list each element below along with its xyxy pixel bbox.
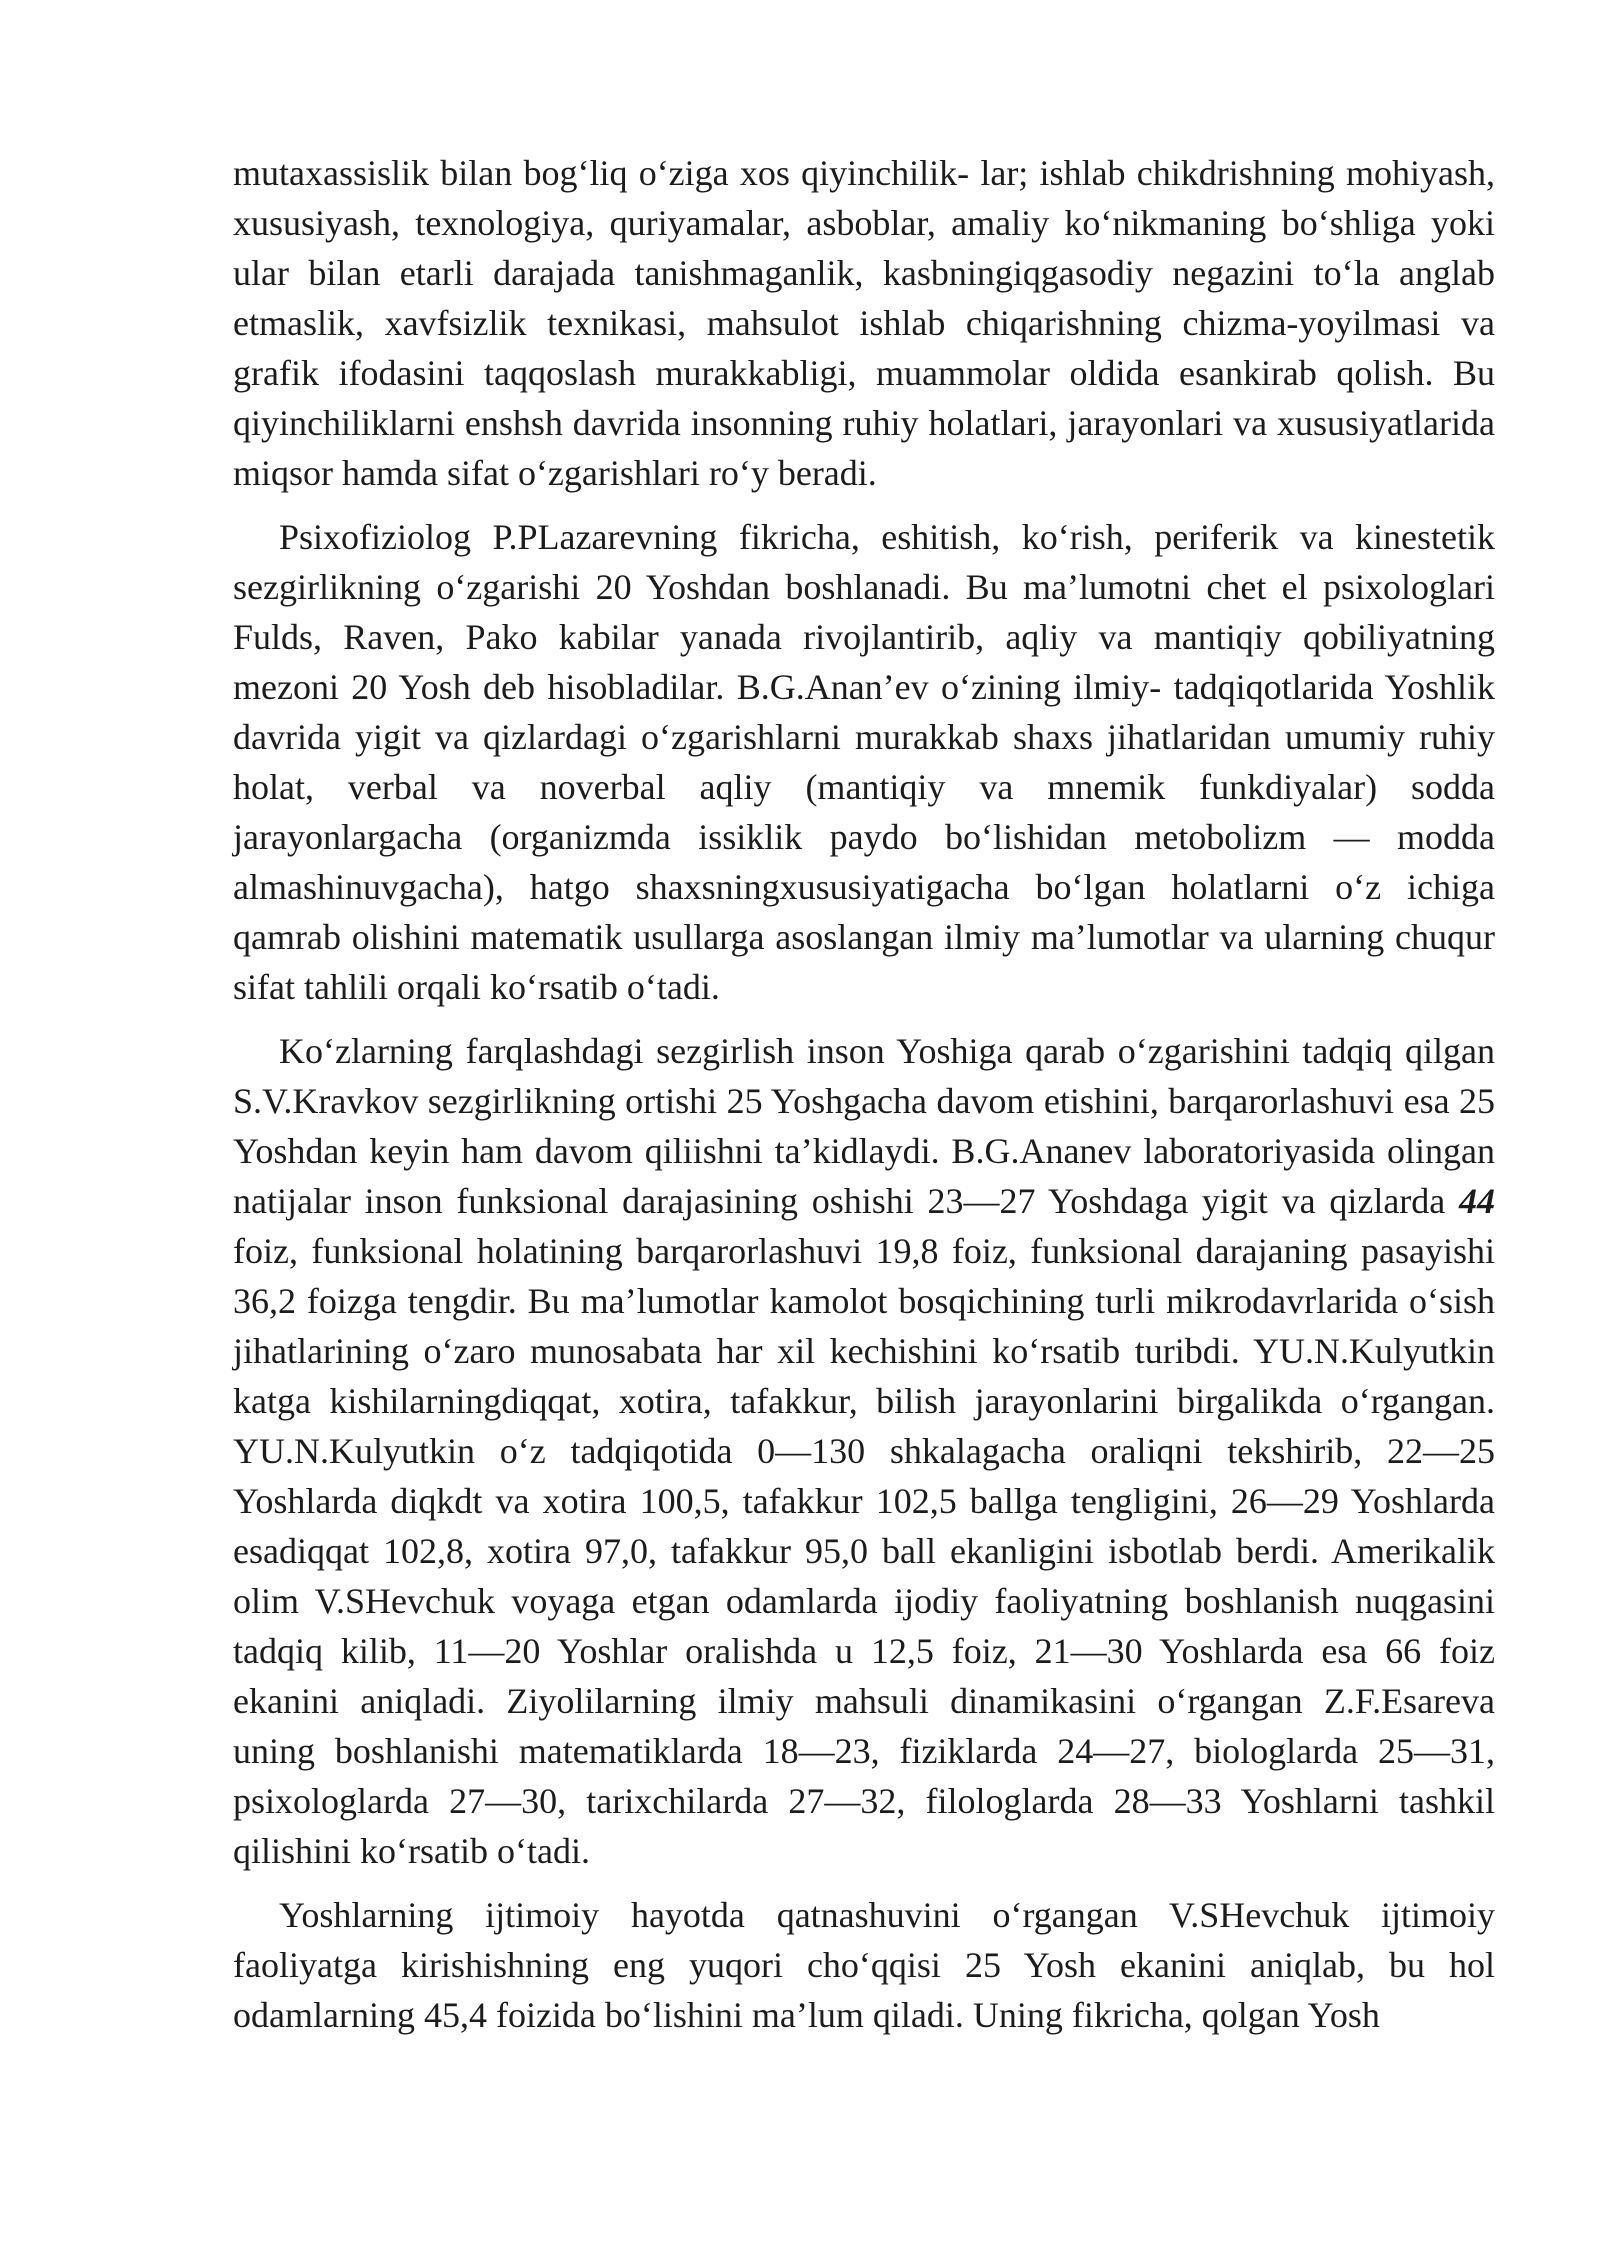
emphasized-number: 44 xyxy=(1459,1181,1495,1221)
paragraph-2 xyxy=(233,512,1495,1012)
paragraph-2-text: Psixofiziolog P.PLazarevning fikricha, eshitish, ko‘rish, periferik va kinestetik sezgirlikning o‘zgarishi 20 Yoshdan boshlanadi. Bu ma’lumotni chet el psixologlari Fulds, Raven, Pako kabilar yanada rivojlantirib, aqliy va mantiqiy qobiliyatning mezoni 20 Yosh deb hisobladilar. B.G.Anan’ev o‘zining ilmiy- tadqiqotlarida Yoshlik davrida yigit va qizlardagi o‘zgarishlarni murakkab shaxs jihatlaridan umumiy ruhiy holat, verbal va noverbal aqliy (mantiqiy va mnemik funkdiyalar) sodda jarayonlargacha (organizmda issiklik paydo bo‘lishidan metobolizm — modda almashinuvgacha), hatgo shaxsningxususiyatigacha bo‘lgan holatlarni o‘z ichiga qamrab olishini matematik usullarga asoslangan ilmiy ma’lumotlar va ularning chuqur sifat tahlili orqali ko‘rsatib o‘tadi. xyxy=(233,517,1495,1007)
paragraph-4 xyxy=(233,1890,1495,2040)
paragraph-3-text-a: Ko‘zlarning farqlashdagi sezgirlish inson Yoshiga qarab o‘zgarishini tadqiq qilgan S.V.Kravkov sezgirlikning ortishi 25 Yoshgacha davom etishini, barqarorlashuvi esa 25 Yoshdan keyin ham davom qiliishni ta’kidlaydi. B.G.Ananev laboratoriyasida olingan natijalar inson funksional darajasining oshishi 23—27 Yoshdaga yigit va qizlarda xyxy=(233,1031,1495,1221)
paragraph-3 xyxy=(233,1026,1495,1876)
document-page xyxy=(233,148,1495,2040)
paragraph-1 xyxy=(233,148,1495,498)
paragraph-1-text: mutaxassislik bilan bog‘liq o‘ziga xos qiyinchilik- lar; ishlab chikdrishning mohiyash, xususiyash, texnologiya, quriyamalar, asboblar, amaliy ko‘nikmaning bo‘shliga yoki ular bilan etarli darajada tanishmaganlik, kasbningiqgasodiy negazini to‘la anglab etmaslik, xavfsizlik texnikasi, mahsulot ishlab chiqarishning chizma-yoyilmasi va grafik ifodasini taqqoslash murakkabligi, muammolar oldida esankirab qolish. Bu qiyinchiliklarni enshsh davrida insonning ruhiy holatlari, jarayonlari va xususiyatlarida miqsor hamda sifat o‘zgarishlari ro‘y beradi. xyxy=(233,153,1495,493)
paragraph-4-text: Yoshlarning ijtimoiy hayotda qatnashuvini o‘rgangan V.SHevchuk ijtimoiy faoliyatga kirishishning eng yuqori cho‘qqisi 25 Yosh ekanini aniqlab, bu hol odamlarning 45,4 foizida bo‘lishini ma’lum qiladi. Uning fikricha, qolgan Yosh xyxy=(233,1895,1495,2035)
paragraph-3-text-b: foiz, funksional holatining barqarorlashuvi 19,8 foiz, funksional darajaning pasayishi 36,2 foizga tengdir. Bu ma’lumotlar kamolot bosqichining turli mikrodavrlarida o‘sish jihatlarining o‘zaro munosabata har xil kechishini ko‘rsatib turibdi. YU.N.Kulyutkin katga kishilarningdiqqat, xotira, tafakkur, bilish jarayonlarini birgalikda o‘rgangan. YU.N.Kulyutkin o‘z tadqiqotida 0—130 shkalagacha oraliqni tekshirib, 22—25 Yoshlarda diqkdt va xotira 100,5, tafakkur 102,5 ballga tengligini, 26—29 Yoshlarda esadiqqat 102,8, xotira 97,0, tafakkur 95,0 ball ekanligini isbotlab berdi. Amerikalik olim V.SHevchuk voyaga etgan odamlarda ijodiy faoliyatning boshlanish nuqgasini tadqiq kilib, 11—20 Yoshlar oralishda u 12,5 foiz, 21—30 Yoshlarda esa 66 foiz ekanini aniqladi. Ziyolilarning ilmiy mahsuli dinamikasini o‘rgangan Z.F.Esareva uning boshlanishi matematiklarda 18—23, fiziklarda 24—27, biologlarda 25—31, psixologlarda 27—30, tarixchilarda 27—32, filologlarda 28—33 Yoshlarni tashkil qilishini ko‘rsatib o‘tadi. xyxy=(233,1231,1495,1871)
